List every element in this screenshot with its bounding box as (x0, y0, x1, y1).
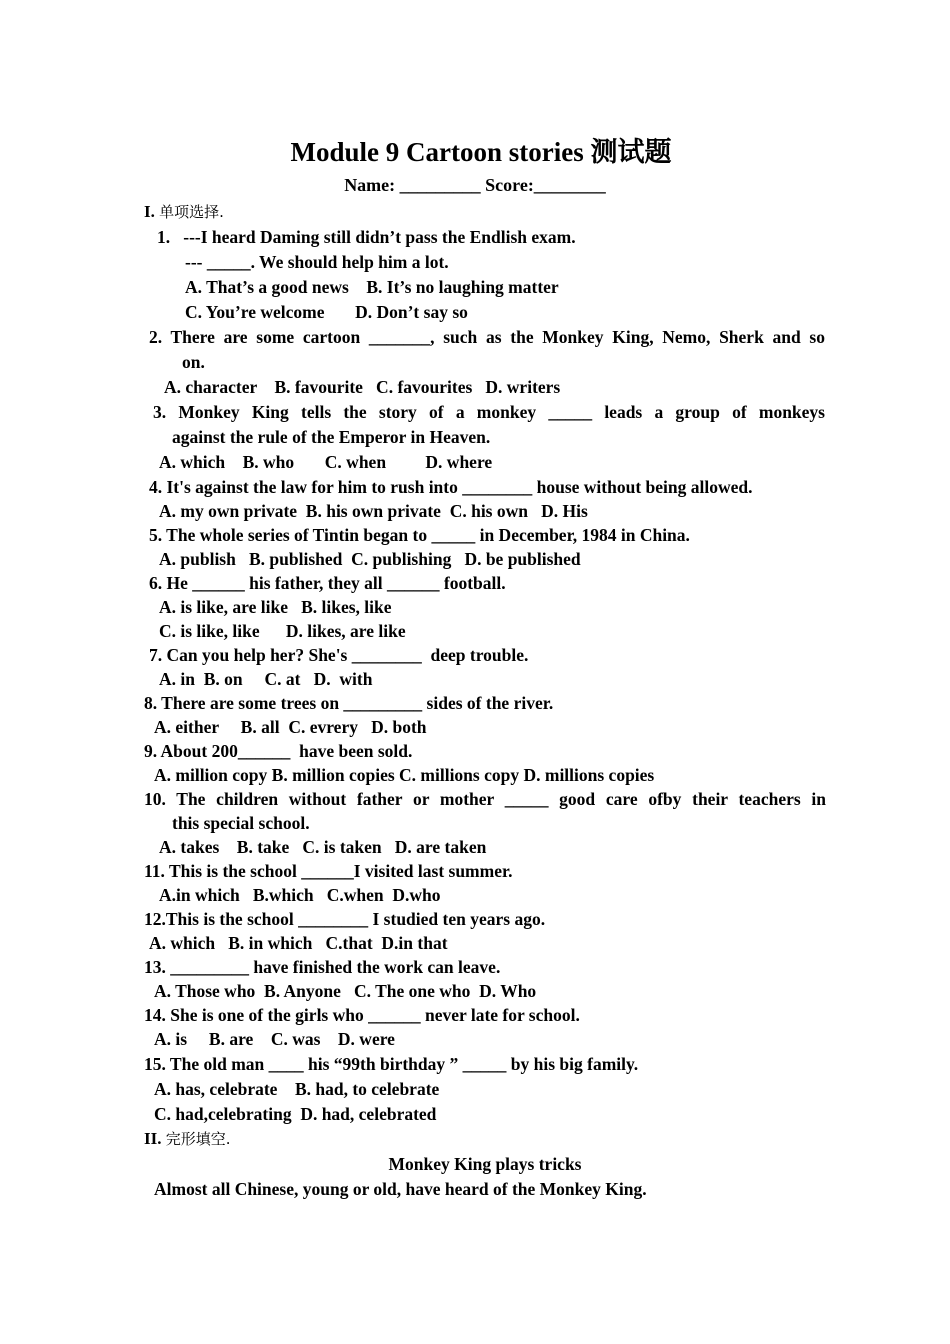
passage-title: Monkey King plays tricks (388, 1154, 582, 1174)
question-5-options: A. publish B. published C. publishing D. be published (159, 549, 581, 569)
question-3-options: A. which B. who C. when D. where (159, 452, 493, 472)
question-2-stem-line2: on. (182, 352, 205, 372)
section-heading-1 (144, 200, 224, 224)
question-12-options: A. which B. in which C.that D.in that (149, 933, 448, 953)
question-4-options: A. my own private B. his own private C. his own D. His (159, 501, 588, 521)
question-2-options: A. character B. favourite C. favourites D. writers (164, 377, 561, 397)
question-14-options: A. is B. are C. was D. were (154, 1029, 395, 1049)
question-9-stem: 9. About 200______ have been sold. (144, 741, 413, 761)
question-3-stem-line2: against the rule of the Emperor in Heaven. (172, 427, 491, 447)
question-6-options-ab: A. is like, are like B. likes, like (159, 597, 392, 617)
question-11-options: A.in which B.which C.when D.who (159, 885, 441, 905)
section-heading-2 (144, 1127, 231, 1151)
question-7-stem: 7. Can you help her? She's ________ deep trouble. (149, 645, 529, 665)
section-label: 单项选择. (159, 203, 224, 221)
question-1-stem-line2: --- _____. We should help him a lot. (185, 252, 449, 272)
question-9-options: A. million copy B. million copies C. millions copy D. millions copies (154, 765, 655, 785)
question-13-options: A. Those who B. Anyone C. The one who D. Who (154, 981, 537, 1001)
question-1-options-ab: A. That’s a good news B. It’s no laughing matter (185, 277, 559, 297)
section-label: 完形填空. (165, 1130, 231, 1148)
question-4-stem: 4. It's against the law for him to rush into ________ house without being allowed. (149, 477, 753, 497)
question-1-options-cd: C. You’re welcome D. Don’t say so (185, 302, 468, 322)
question-15-stem: 15. The old man ____ his “99th birthday ” _____ by his big family. (144, 1054, 639, 1074)
name-score-line: Name: _________ Score:________ (344, 175, 606, 195)
question-1-stem: 1. ---I heard Daming still didn’t pass the Endlish exam. (157, 227, 576, 247)
question-8-options: A. either B. all C. evrery D. both (154, 717, 427, 737)
question-6-options-cd: C. is like, like D. likes, are like (159, 621, 406, 641)
question-10-options: A. takes B. take C. is taken D. are taken (159, 837, 487, 857)
question-2-stem: 2. There are some cartoon _______, such as the Monkey King, Nemo, Sherk and so (149, 327, 825, 347)
question-15-options-ab: A. has, celebrate B. had, to celebrate (154, 1079, 440, 1099)
question-5-stem: 5. The whole series of Tintin began to _____ in December, 1984 in China. (149, 525, 690, 545)
question-3-stem: 3. Monkey King tells the story of a monkey _____ leads a group of monkeys (153, 402, 825, 422)
question-15-options-cd: C. had,celebrating D. had, celebrated (154, 1104, 437, 1124)
question-10-stem: 10. The children without father or mother _____ good care ofby their teachers in (144, 789, 826, 809)
question-7-options: A. in B. on C. at D. with (159, 669, 373, 689)
passage-first-line: Almost all Chinese, young or old, have heard of the Monkey King. (154, 1179, 647, 1199)
question-12-stem: 12.This is the school ________ I studied ten years ago. (144, 909, 546, 929)
section-numeral: I. (144, 202, 155, 221)
question-6-stem: 6. He ______ his father, they all ______ football. (149, 573, 506, 593)
page-title: Module 9 Cartoon stories 测试题 (290, 137, 672, 167)
question-8-stem: 8. There are some trees on _________ sides of the river. (144, 693, 554, 713)
question-13-stem: 13. _________ have finished the work can leave. (144, 957, 501, 977)
section-numeral: II. (144, 1129, 162, 1148)
question-11-stem: 11. This is the school ______I visited last summer. (144, 861, 513, 881)
question-14-stem: 14. She is one of the girls who ______ never late for school. (144, 1005, 580, 1025)
question-10-stem-line2: this special school. (172, 813, 310, 833)
